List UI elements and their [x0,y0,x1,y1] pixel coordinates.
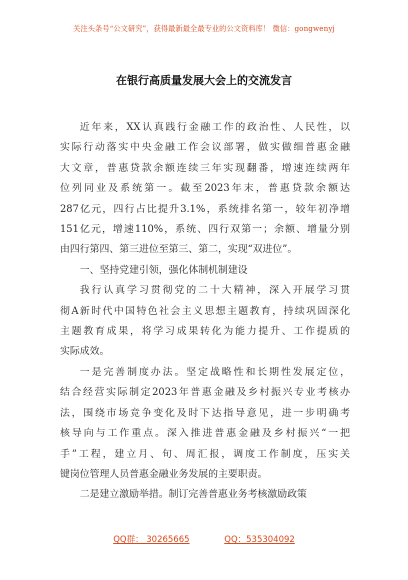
paragraph-line: 核导向与工作重点。深入推进普惠金融及乡村振兴“一把 [60,428,350,440]
document-body [60,118,350,506]
paragraph-line: 287亿元，四行占比提升3.1%，系统排名第一，较年初净增 [60,203,350,215]
paragraph-line: 手”工程，建立月、旬、周汇报，调度工作制度，压实关 [60,448,350,460]
qq-group-link[interactable]: QQ群： 30265665 [113,535,190,545]
paragraph-line: 一是完善制度办法。坚定战略性和长期性发展定位， [79,366,350,378]
paragraph-line: 由四行第四、第三进位至第三、第二，实现“双进位”。 [60,244,298,256]
paragraph-line: 键岗位管理人员普惠金融业务发展的主要职责。 [60,468,268,480]
paragraph-line: 近年来，XX认真践行金融工作的政治性、人民性，以 [79,122,350,133]
qq-contact-link[interactable]: QQ：535304092 [224,535,295,545]
paragraph-line: 151亿元，增速110%，系统、四行双第一；余额、增量分别 [60,224,350,236]
footer-contact [0,533,408,545]
paragraph-line: 结合经营实际制定2023年普惠金融及乡村振兴专业考核办 [60,387,350,399]
paragraph-line: 彻A新时代中国特色社会主义思想主题教育，持续巩固深化 [60,305,350,317]
paragraph-line: 二是建立激励举措。制订完善普惠业务考核激励政策 [79,489,307,501]
paragraph-line: 我行认真学习贯彻党的二十大精神，深入开展学习贯 [79,285,350,297]
header-banner: 关注头条号“公文研究”，获得最新最全最专业的公文资料库！ 微信：gongwenyj [73,24,335,33]
paragraph-line: 实际成效。 [60,346,110,358]
paragraph-line: 法，围绕市场竞争变化及时下达指导意见，进一步明确考 [60,407,350,419]
paragraph [60,485,350,505]
paragraph-line: 位列同业及系统第一。截至2023年末，普惠贷款余额达 [60,183,350,195]
paragraph-line: 一、坚持党建引领，强化体制机制建设 [79,264,248,276]
paragraph-line: 大文章，普惠贷款余额连续三年实现翻番，增速连续两年 [60,162,350,174]
paragraph-line: 实际行动落实中央金融工作会议部署，做实做细普惠金融 [60,142,350,154]
document-title: 在银行高质量发展大会上的交流发言 [116,74,292,87]
section-heading [60,261,350,281]
paragraph [60,118,350,261]
paragraph [60,363,350,485]
paragraph-line: 主题教育成果，将学习成果转化为能力提升、工作提质的 [60,326,350,338]
paragraph [60,281,350,363]
